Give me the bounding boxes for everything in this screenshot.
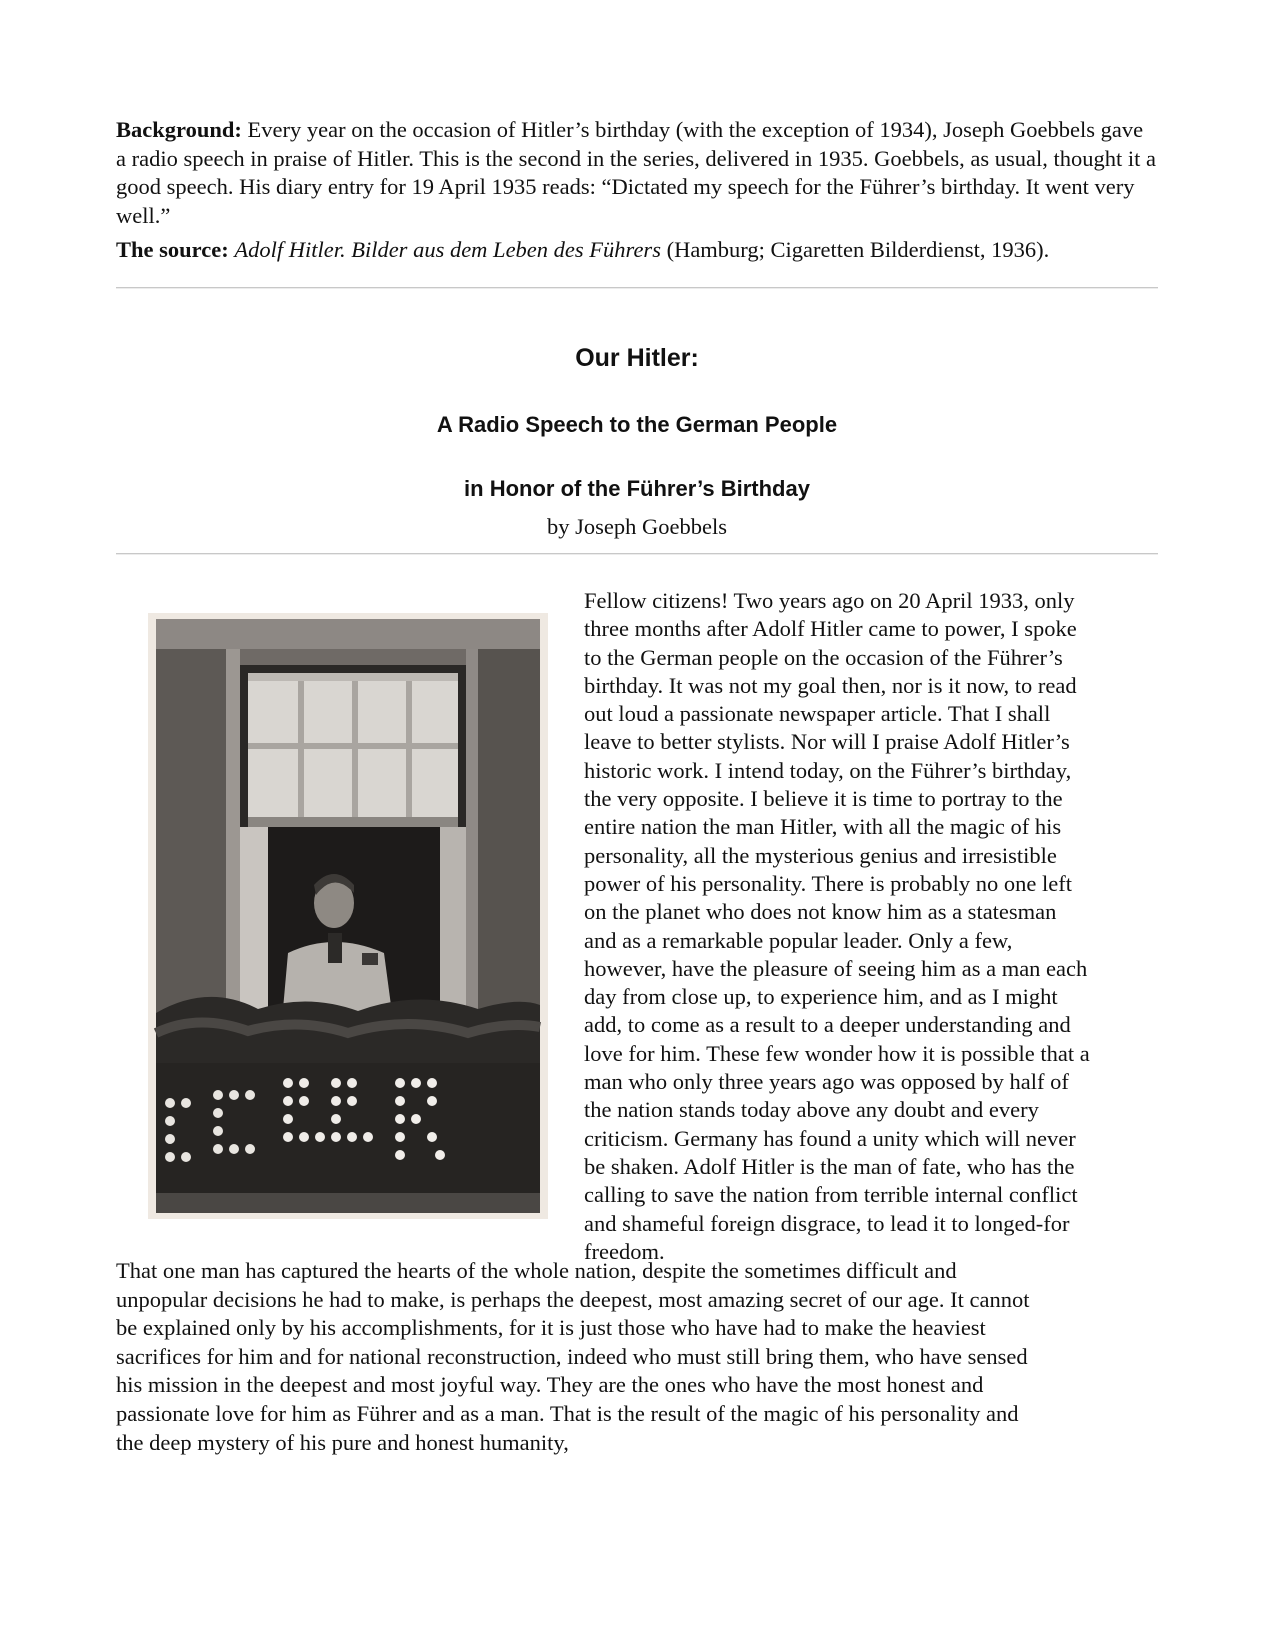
- divider-bottom: [116, 553, 1158, 555]
- speech-paragraph-1-line: historic work. I intend today, on the Führer’s birthday,: [584, 757, 1072, 783]
- byline: by Joseph Goebbels: [547, 513, 727, 539]
- background-label: Background:: [116, 117, 242, 142]
- speech-subtitle-2: in Honor of the Führer’s Birthday: [464, 475, 810, 501]
- speech-paragraph-1-line: calling to save the nation from terrible internal conflict: [584, 1182, 1078, 1208]
- speech-paragraph-1-line: and shameful foreign disgrace, to lead it to longed-for: [584, 1210, 1070, 1236]
- speech-paragraph-1-line: power of his personality. There is probably no one left: [584, 870, 1073, 896]
- speech-paragraph-1-line: however, have the pleasure of seeing him as a man each: [584, 955, 1088, 981]
- speech-paragraph-1-line: day from close up, to experience him, and as I might: [584, 984, 1058, 1010]
- speech-paragraph-2-line: unpopular decisions he had to make, is perhaps the deepest, most amazing secret of our age. It cannot: [116, 1286, 1030, 1312]
- speech-paragraph-1: [584, 587, 1164, 1266]
- speech-body-top: [116, 587, 1158, 1264]
- speech-paragraph-1-line: entire nation the man Hitler, with all the magic of his: [584, 814, 1062, 840]
- speech-paragraph-1-line: leave to better stylists. Nor will I praise Adolf Hitler’s: [584, 729, 1070, 755]
- source-details: (Hamburg; Cigaretten Bilderdienst, 1936).: [660, 237, 1050, 263]
- speech-paragraph-1-line: criticism. Germany has found a unity which will never: [584, 1125, 1076, 1151]
- speech-paragraph-2-line: That one man has captured the hearts of the whole nation, despite the sometimes difficult and: [116, 1257, 957, 1283]
- speech-paragraph-1-line: the very opposite. I believe it is time to portray to the: [584, 786, 1063, 812]
- background-paragraph: [116, 116, 1158, 230]
- speech-paragraph-1-line: on the planet who does not know him as a statesman: [584, 899, 1057, 925]
- speech-paragraph-1-line: the nation stands today above any doubt and every: [584, 1097, 1039, 1123]
- speech-subtitle-1: A Radio Speech to the German People: [436, 411, 838, 437]
- speech-paragraph-1-line: freedom.: [584, 1238, 665, 1264]
- speech-paragraph-1-line: be shaken. Adolf Hitler is the man of fate, who has the: [584, 1153, 1075, 1179]
- speech-paragraph-1-line: to the German people on the occasion of the Führer’s: [584, 644, 1063, 670]
- balcony-photo-image: [148, 613, 548, 1219]
- speech-paragraph-2-line: passionate love for him as Führer and as a man. That is the result of the magic of his personality and: [116, 1400, 1019, 1426]
- divider-top: [116, 287, 1158, 289]
- speech-paragraph-1-line: add, to come as a result to a deeper understanding and: [584, 1012, 1071, 1038]
- speech-paragraph-1-line: personality, all the mysterious genius and irresistible: [584, 842, 1057, 868]
- speech-paragraph-2-line: the deep mystery of his pure and honest humanity,: [116, 1429, 569, 1455]
- speech-paragraph-1-line: and as a remarkable popular leader. Only a few,: [584, 927, 1013, 953]
- speech-paragraph-1-line: love for him. These few wonder how it is possible that a: [584, 1040, 1090, 1066]
- balcony-photo: [148, 613, 548, 1219]
- speech-paragraph-2-line: sacrifices for him and for national reconstruction, indeed who must still bring them, who have sensed: [116, 1343, 1028, 1369]
- speech-paragraph-1-line: out loud a passionate newspaper article. That I shall: [584, 701, 1051, 727]
- document-page: [116, 116, 1158, 1457]
- source-title: Adolf Hitler. Bilder aus dem Leben des Führers: [234, 237, 661, 263]
- speech-paragraph-1-line: birthday. It was not my goal then, nor is it now, to read: [584, 672, 1077, 698]
- background-text: Every year on the occasion of Hitler’s birthday (with the exception of 1934), Joseph Goebbels gave a radio speech in praise of Hitler. This is the second in the series, delivered in 1935. Goebbels, as usual, thought it a good speech. His diary entry for 19 April 1935 reads: “Dictated my speech for the Führer’s birthday. It went very well.”: [116, 117, 1156, 228]
- speech-paragraph-2-line: be explained only by his accomplishments, for it is just those who have had to make the heaviest: [116, 1315, 986, 1341]
- speech-paragraph-1-line: Fellow citizens! Two years ago on 20 April 1933, only: [584, 587, 1075, 613]
- speech-paragraph-2-line: his mission in the deepest and most joyful way. They are the ones who have the most honest and: [116, 1372, 984, 1398]
- speech-paragraph-2: [116, 1257, 1158, 1457]
- speech-paragraph-1-line: man who only three years ago was opposed by half of: [584, 1069, 1069, 1095]
- source-paragraph: [116, 236, 1158, 265]
- source-label: The source:: [116, 237, 229, 263]
- speech-paragraph-1-line: three months after Adolf Hitler came to power, I spoke: [584, 616, 1077, 642]
- speech-title: Our Hitler:: [575, 343, 699, 372]
